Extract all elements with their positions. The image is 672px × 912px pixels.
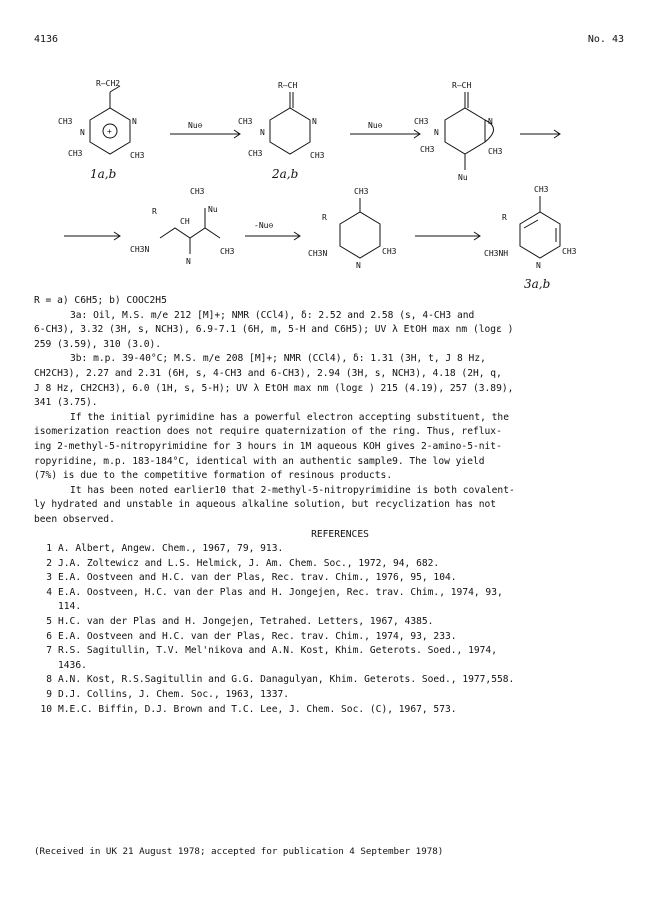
- svg-text:CH3: CH3: [220, 247, 235, 256]
- svg-text:N: N: [536, 261, 541, 270]
- paragraph-2-line-3: been observed.: [34, 513, 115, 525]
- compound-3a-line-3: 259 (3.59), 310 (3.0).: [34, 338, 162, 350]
- svg-text:Nu: Nu: [458, 173, 468, 182]
- compound-3b-line-2: CH2CH3), 2.27 and 2.31 (6H, s, 4-CH3 and 6-CH3), 2.94 (3H, s, NCH3), 4.18 (2H, q,: [34, 367, 502, 379]
- svg-text:CH3: CH3: [310, 151, 325, 160]
- reference-item: 1 A. Albert, Angew. Chem., 1967, 79, 913.: [46, 543, 284, 555]
- svg-text:CH3: CH3: [534, 185, 549, 194]
- svg-text:CH3: CH3: [238, 117, 253, 126]
- svg-text:N: N: [132, 117, 137, 126]
- label-compound-2: 2a,b: [272, 167, 299, 181]
- reference-item: 7 R.S. Sagitullin, T.V. Mel'nikova and A.N. Kost, Khim. Geterots. Soed., 1974,: [46, 645, 497, 657]
- reagent-minus-nu: -Nu⊖: [254, 221, 274, 230]
- svg-text:Nu: Nu: [208, 205, 218, 214]
- svg-text:R–CH2: R–CH2: [96, 79, 121, 88]
- journal-issue: No. 43: [587, 34, 624, 45]
- paragraph-1-line-2: isomerization reaction does not require quaternization of the ring. Thus, reflux-: [34, 426, 502, 438]
- reference-item: 3 E.A. Oostveen and H.C. van der Plas, Rec. trav. Chim., 1976, 95, 104.: [46, 572, 457, 584]
- references-heading: REFERENCES: [311, 528, 369, 540]
- svg-text:+: +: [107, 127, 112, 136]
- label-compound-1: 1a,b: [90, 167, 117, 181]
- paragraph-1-line-5: (7%) is due to the competitive formation of resinous products.: [34, 470, 393, 482]
- reference-item: 9 D.J. Collins, J. Chem. Soc., 1963, 1337.: [46, 689, 290, 701]
- received-note: (Received in UK 21 August 1978; accepted for publication 4 September 1978): [34, 846, 444, 857]
- svg-text:R–CH: R–CH: [452, 81, 472, 90]
- svg-text:CH3: CH3: [248, 149, 263, 158]
- svg-text:N: N: [186, 257, 191, 266]
- reference-item: 10 M.E.C. Biffin, D.J. Brown and T.C. Lee, J. Chem. Soc. (C), 1967, 573.: [40, 703, 457, 715]
- reaction-scheme: [40, 78, 640, 298]
- reference-item: 8 A.N. Kost, R.S.Sagitullin and G.G. Danagulyan, Khim. Geterots. Soed., 1977,558.: [46, 674, 515, 686]
- compound-3a-line-1: 3a: Oil, M.S. m/e 212 [M]+; NMR (CCl4), δ: 2.52 and 2.58 (s, 4-CH3 and: [70, 309, 475, 321]
- reference-continuation: 1436.: [58, 659, 87, 671]
- paragraph-1-line-3: ing 2-methyl-5-nitropyrimidine for 3 hours in 1M aqueous KOH gives 2-amino-5-nit-: [34, 440, 502, 452]
- svg-text:R: R: [502, 213, 507, 222]
- svg-text:N: N: [312, 117, 317, 126]
- svg-text:CH3: CH3: [382, 247, 397, 256]
- reaction-scheme-drawing: [40, 78, 640, 298]
- svg-text:CH3NH: CH3NH: [484, 249, 509, 258]
- reference-item: 4 E.A. Oostveen, H.C. van der Plas and H. Jongejen, Rec. trav. Chim., 1974, 93,: [46, 586, 503, 598]
- reagent-nu-1: Nu⊖: [188, 121, 203, 130]
- reference-item: 5 H.C. van der Plas and H. Jongejen, Tetrahed. Letters, 1967, 4385.: [46, 616, 434, 628]
- svg-text:N: N: [434, 128, 439, 137]
- paragraph-2-line-2: ly hydrated and unstable in aqueous alkaline solution, but recyclization has not: [34, 499, 497, 511]
- compound-3b-line-3: J 8 Hz, CH2CH3), 6.0 (1H, s, 5-H); UV λ EtOH max nm (logε ) 215 (4.19), 257 (3.89),: [34, 382, 514, 394]
- svg-text:R–CH: R–CH: [278, 81, 298, 90]
- svg-text:N: N: [356, 261, 361, 270]
- svg-text:CH3N: CH3N: [308, 249, 328, 258]
- label-compound-3: 3a,b: [524, 277, 551, 291]
- paragraph-1-line-4: ropyridine, m.p. 183-184°C, identical with an authentic sample9. The low yield: [34, 455, 485, 467]
- svg-text:R: R: [152, 207, 157, 216]
- reference-item: 2 J.A. Zoltewicz and L.S. Helmick, J. Am. Chem. Soc., 1972, 94, 682.: [46, 557, 440, 569]
- reagent-nu-2: Nu⊖: [368, 121, 383, 130]
- reference-item: 6 E.A. Oostveen and H.C. van der Plas, Rec. trav. Chim., 1974, 93, 233.: [46, 630, 457, 642]
- svg-text:CH3: CH3: [420, 145, 435, 154]
- compound-3b-line-1: 3b: m.p. 39-40°C; M.S. m/e 208 [M]+; NMR (CCl4), δ: 1.31 (3H, t, J 8 Hz,: [70, 353, 486, 365]
- paragraph-2-line-1: It has been noted earlier10 that 2-methyl-5-nitropyrimidine is both covalent-: [70, 484, 515, 496]
- svg-text:CH3: CH3: [414, 117, 429, 126]
- svg-text:CH: CH: [180, 217, 190, 226]
- reference-continuation: 114.: [58, 601, 82, 613]
- svg-text:CH3: CH3: [58, 117, 73, 126]
- paragraph-1-line-1: If the initial pyrimidine has a powerful electron accepting substituent, the: [70, 411, 509, 423]
- svg-text:CH3: CH3: [354, 187, 369, 196]
- svg-text:CH3: CH3: [562, 247, 577, 256]
- svg-text:CH3: CH3: [130, 151, 145, 160]
- svg-text:CH3: CH3: [68, 149, 83, 158]
- svg-text:N: N: [488, 117, 493, 126]
- compound-3a-line-2: 6-CH3), 3.32 (3H, s, NCH3), 6.9-7.1 (6H, m, 5-H and C6H5); UV λ EtOH max nm (logε ): [34, 324, 514, 336]
- page-number: 4136: [34, 34, 59, 45]
- svg-text:R: R: [322, 213, 327, 222]
- r-definition: R = a) C6H5; b) COOC2H5: [34, 295, 167, 306]
- svg-text:N: N: [80, 128, 85, 137]
- article-body: [34, 294, 646, 717]
- svg-text:CH3: CH3: [488, 147, 503, 156]
- svg-text:CH3N: CH3N: [130, 245, 150, 254]
- compound-3b-line-4: 341 (3.75).: [34, 397, 98, 409]
- svg-text:CH3: CH3: [190, 187, 205, 196]
- svg-text:N: N: [260, 128, 265, 137]
